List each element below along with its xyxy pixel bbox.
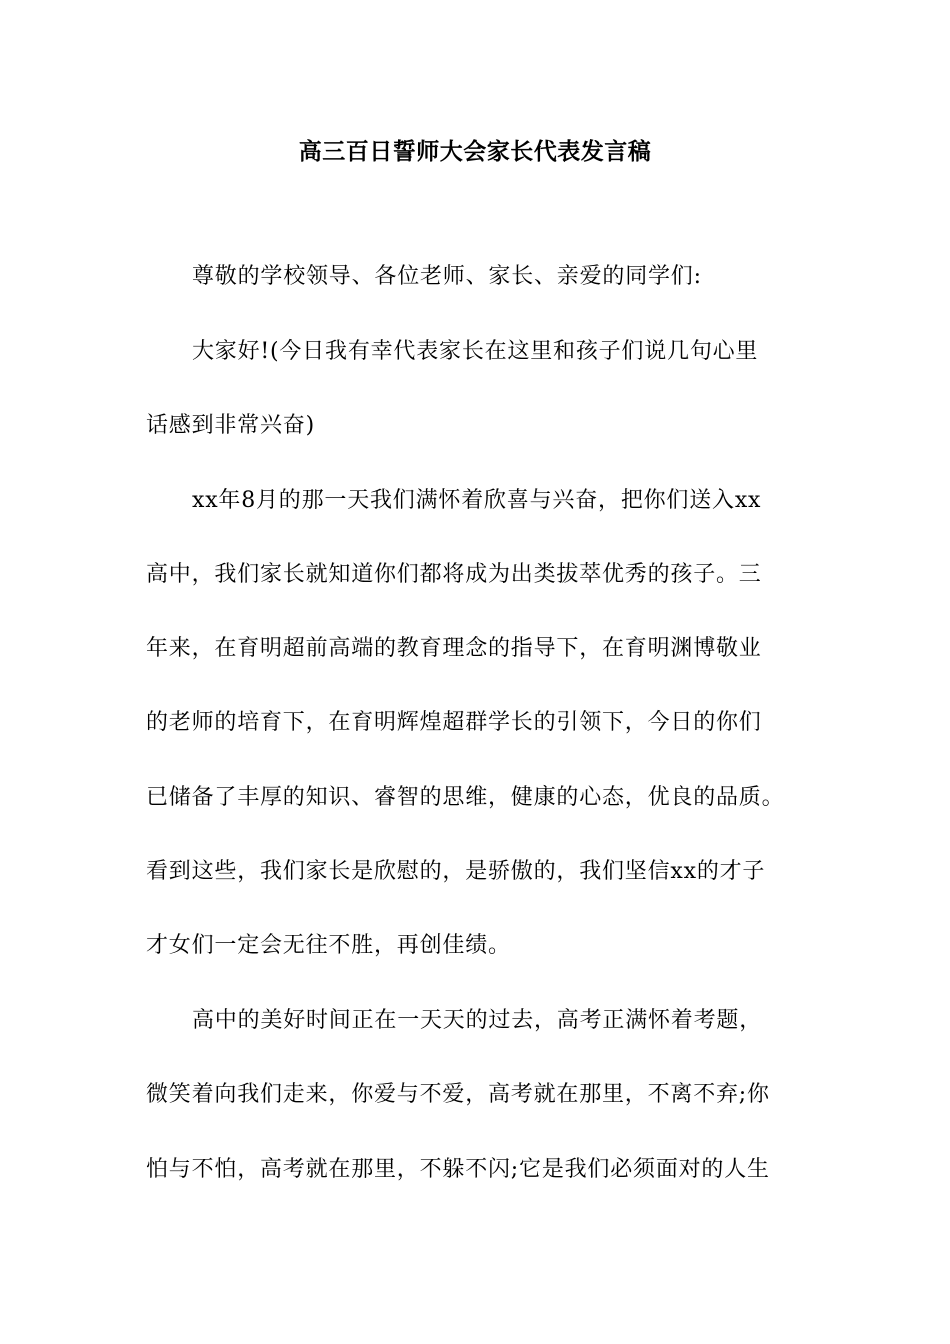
paragraph-line: 才女们一定会无往不胜，再创佳绩。 [146, 933, 511, 958]
paragraph-line: 怕与不怕，高考就在那里，不躲不闪;它是我们必须面对的人生 [146, 1157, 770, 1182]
paragraph-line: xx年8月的那一天我们满怀着欣喜与兴奋，把你们送入xx [192, 488, 762, 513]
paragraph-line: 微笑着向我们走来，你爱与不爱，高考就在那里，不离不弃;你 [146, 1082, 770, 1107]
paragraph-line: 年来，在育明超前高端的教育理念的指导下，在育明渊博敬业 [146, 636, 762, 661]
paragraph-line: 大家好!(今日我有幸代表家长在这里和孩子们说几句心里 [192, 339, 759, 364]
paragraph-line: 已储备了丰厚的知识、睿智的思维，健康的心态，优良的品质。 [146, 785, 785, 810]
paragraph-line: 高中的美好时间正在一天天的过去，高考正满怀着考题， [192, 1008, 763, 1033]
paragraph-line: 看到这些，我们家长是欣慰的，是骄傲的，我们坚信xx的才子 [146, 859, 766, 884]
paragraph-line: 尊敬的学校领导、各位老师、家长、亲爱的同学们: [192, 264, 702, 289]
paragraph-line: 的老师的培育下，在育明辉煌超群学长的引领下，今日的你们 [146, 710, 762, 735]
paragraph-line: 高中，我们家长就知道你们都将成为出类拔萃优秀的孩子。三 [146, 562, 762, 587]
paragraph-line: 话感到非常兴奋) [146, 413, 315, 438]
document-title: 高三百日誓师大会家长代表发言稿 [298, 139, 652, 165]
